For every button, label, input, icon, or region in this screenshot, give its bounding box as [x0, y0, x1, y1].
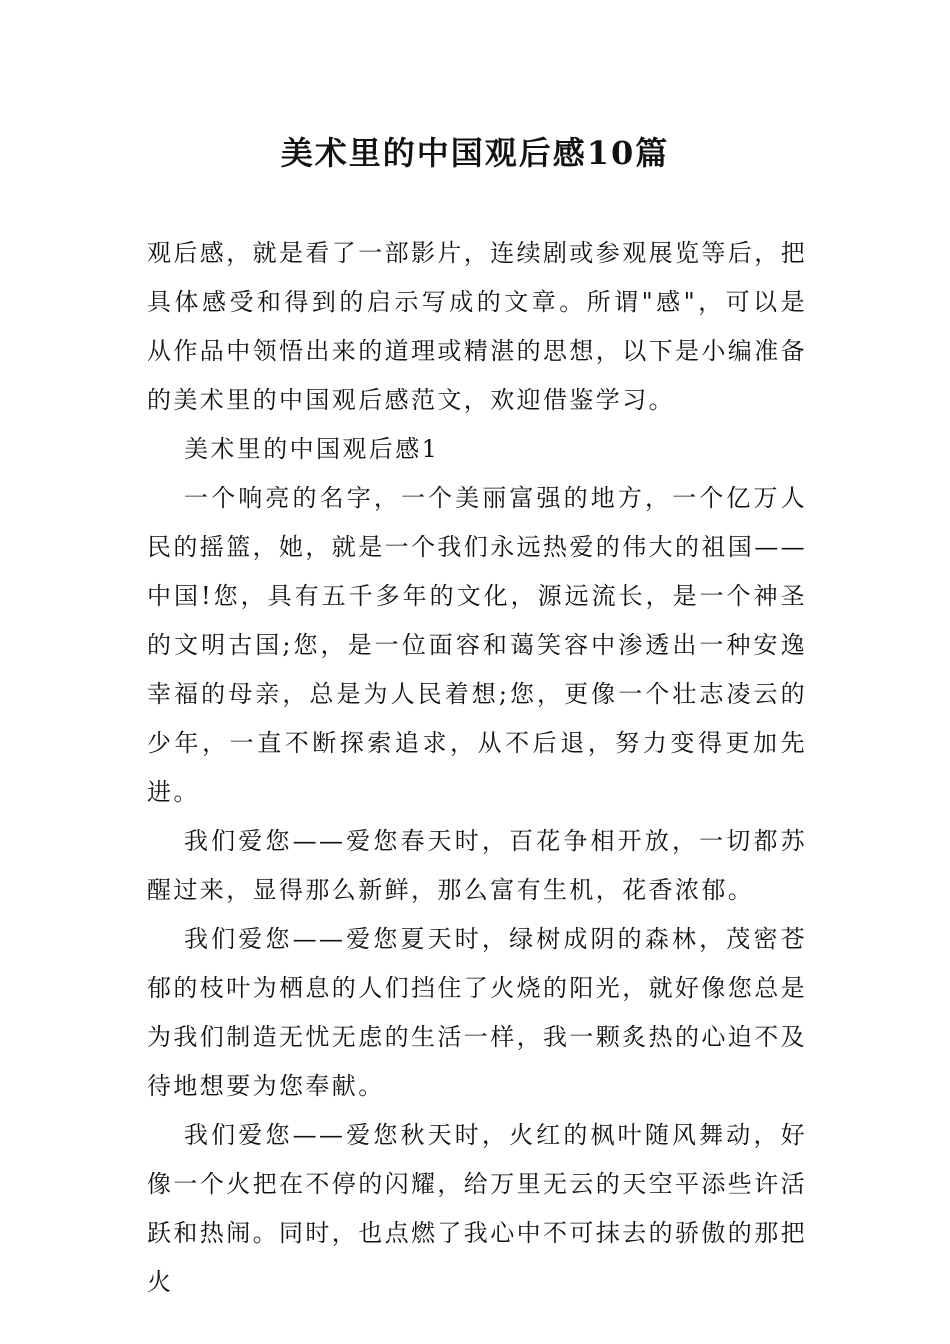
body-paragraph: 我们爱您——爱您春天时，百花争相开放，一切都苏醒过来，显得那么新鲜，那么富有生机，花香浓郁。 — [147, 827, 807, 904]
body-paragraph: 一个响亮的名字，一个美丽富强的地方，一个亿万人民的摇篮，她，就是一个我们永远热爱的伟大的祖国——中国!您，具有五千多年的文化，源远流长，是一个神圣的文明古国;您，是一位面容和蔼笑容中渗透出一种安逸幸福的母亲，总是为人民着想;您，更像一个壮志凌云的少年，一直不断探索追求，从不后退，努力变得更加先进。 — [147, 484, 807, 806]
intro-paragraph: 观后感，就是看了一部影片，连续剧或参观展览等后，把具体感受和得到的启示写成的文章。所谓"感"，可以是从作品中领悟出来的道理或精湛的思想，以下是小编准备的美术里的中国观后感范文，欢迎借鉴学习。 — [147, 239, 807, 414]
body-paragraph: 我们爱您——爱您秋天时，火红的枫叶随风舞动，好像一个火把在不停的闪耀，给万里无云的天空平添些许活跃和热闹。同时，也点燃了我心中不可抹去的骄傲的那把火 — [147, 1121, 807, 1296]
body-paragraph: 我们爱您——爱您夏天时，绿树成阴的森林，茂密苍郁的枝叶为栖息的人们挡住了火烧的阳光，就好像您总是为我们制造无忧无虑的生活一样，我一颗炙热的心迫不及待地想要为您奉献。 — [147, 925, 807, 1100]
page-title: 美术里的中国观后感10篇 — [280, 134, 670, 172]
section-heading: 美术里的中国观后感1 — [184, 435, 440, 463]
document-body — [147, 229, 807, 1307]
